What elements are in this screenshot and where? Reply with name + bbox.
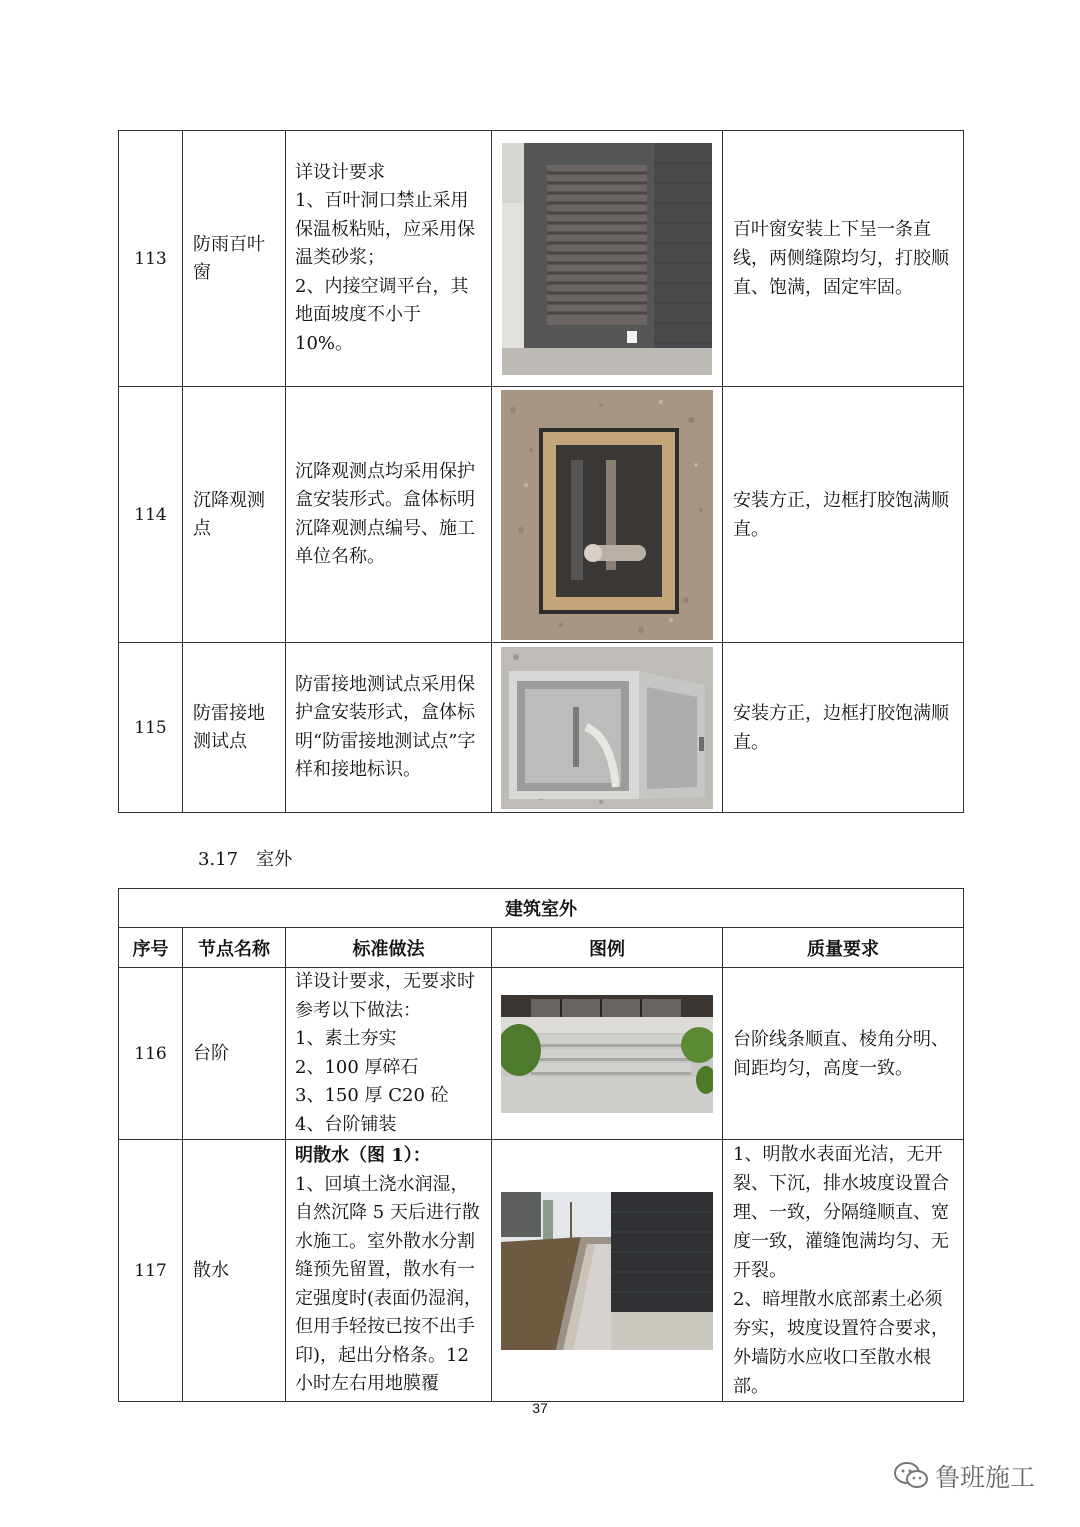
steps-photo [501, 995, 713, 1113]
table-title: 建筑室外 [119, 889, 964, 928]
illustration-cell [492, 131, 723, 387]
method-line: 1、素土夯实 [295, 1028, 397, 1049]
row-number: 115 [119, 643, 183, 813]
louver-window-photo [502, 143, 712, 375]
method-line: 2、内接空调平台，其地面坡度不小于 10%。 [295, 275, 469, 354]
node-name: 台阶 [183, 968, 286, 1140]
header-standard-method: 标准做法 [286, 928, 492, 968]
row-number: 114 [119, 387, 183, 643]
section-heading [198, 845, 310, 871]
standard-method: 防雷接地测试点采用保护盒安装形式，盒体标明“防雷接地测试点”字样和接地标识。 [286, 643, 492, 813]
illustration-cell [492, 643, 723, 813]
illustration-cell [492, 1140, 723, 1402]
row-number: 117 [119, 1140, 183, 1402]
watermark-text: 鲁班施工 [935, 1463, 1036, 1492]
watermark [893, 1458, 1035, 1494]
table-row [119, 387, 964, 643]
method-line: 详设计要求，无要求时参考以下做法： [295, 971, 475, 1021]
method-line: 详设计要求 [295, 161, 385, 183]
node-name: 防雷接地测试点 [183, 643, 286, 813]
method-line: 4、台阶铺装 [295, 1113, 397, 1135]
table-row [119, 131, 964, 387]
section-title: 室外 [256, 849, 293, 870]
header-quality: 质量要求 [723, 928, 964, 968]
row-number: 116 [119, 968, 183, 1140]
lightning-test-box-photo [501, 647, 713, 809]
quality-requirement: 安装方正，边框打胶饱满顺直。 [723, 387, 964, 643]
page-number: 37 [532, 1400, 548, 1416]
node-name: 防雨百叶窗 [183, 131, 286, 387]
settlement-point-photo [501, 390, 713, 640]
table-header-row [119, 928, 964, 968]
standard-method [286, 1140, 492, 1402]
header-illustration: 图例 [492, 928, 723, 968]
apron-drainage-photo [501, 1192, 713, 1350]
table-row [119, 1140, 964, 1402]
row-number: 113 [119, 131, 183, 387]
wechat-icon [893, 1461, 929, 1491]
quality-requirement: 安装方正，边框打胶饱满顺直。 [723, 643, 964, 813]
table-title-row [119, 889, 964, 928]
header-node-name: 节点名称 [183, 928, 286, 968]
table-building-exterior [118, 888, 964, 1402]
section-number: 3.17 [198, 849, 239, 870]
method-line: 1、百叶洞口禁止采用保温板粘贴，应采用保温类砂浆； [295, 190, 475, 269]
method-title: 明散水（图 1）： [295, 1145, 431, 1167]
table-row [119, 968, 964, 1140]
method-line: 1、回填土浇水润湿，自然沉降 5 天后进行散水施工。室外散水分割缝预先留置，散水有一定强度时(表面仍湿润，但用手轻按已按不出手印)，起出分格条。12 小时左右用地膜覆 [295, 1173, 483, 1395]
method-line: 2、100 厚碎石 [295, 1056, 419, 1078]
standard-method: 沉降观测点均采用保护盒安装形式。盒体标明沉降观测点编号、施工单位名称。 [286, 387, 492, 643]
table-exterior-details [118, 130, 964, 813]
header-number: 序号 [119, 928, 183, 968]
illustration-cell [492, 968, 723, 1140]
method-line: 3、150 厚 C20 砼 [295, 1085, 449, 1106]
node-name: 沉降观测点 [183, 387, 286, 643]
quality-requirement: 百叶窗安装上下呈一条直线，两侧缝隙均匀，打胶顺直、饱满，固定牢固。 [723, 131, 964, 387]
quality-requirement: 台阶线条顺直、棱角分明、间距均匀，高度一致。 [723, 968, 964, 1140]
standard-method [286, 968, 492, 1140]
illustration-cell [492, 387, 723, 643]
table-row [119, 643, 964, 813]
node-name: 散水 [183, 1140, 286, 1402]
quality-requirement: 1、明散水表面光洁，无开裂、下沉，排水坡度设置合理、一致，分隔缝顺直、宽度一致，灌缝饱满均匀、无开裂。 2、暗埋散水底部素土必须夯实，坡度设置符合要求，外墙防水应收口至散水根部。 [723, 1140, 964, 1402]
standard-method [286, 131, 492, 387]
